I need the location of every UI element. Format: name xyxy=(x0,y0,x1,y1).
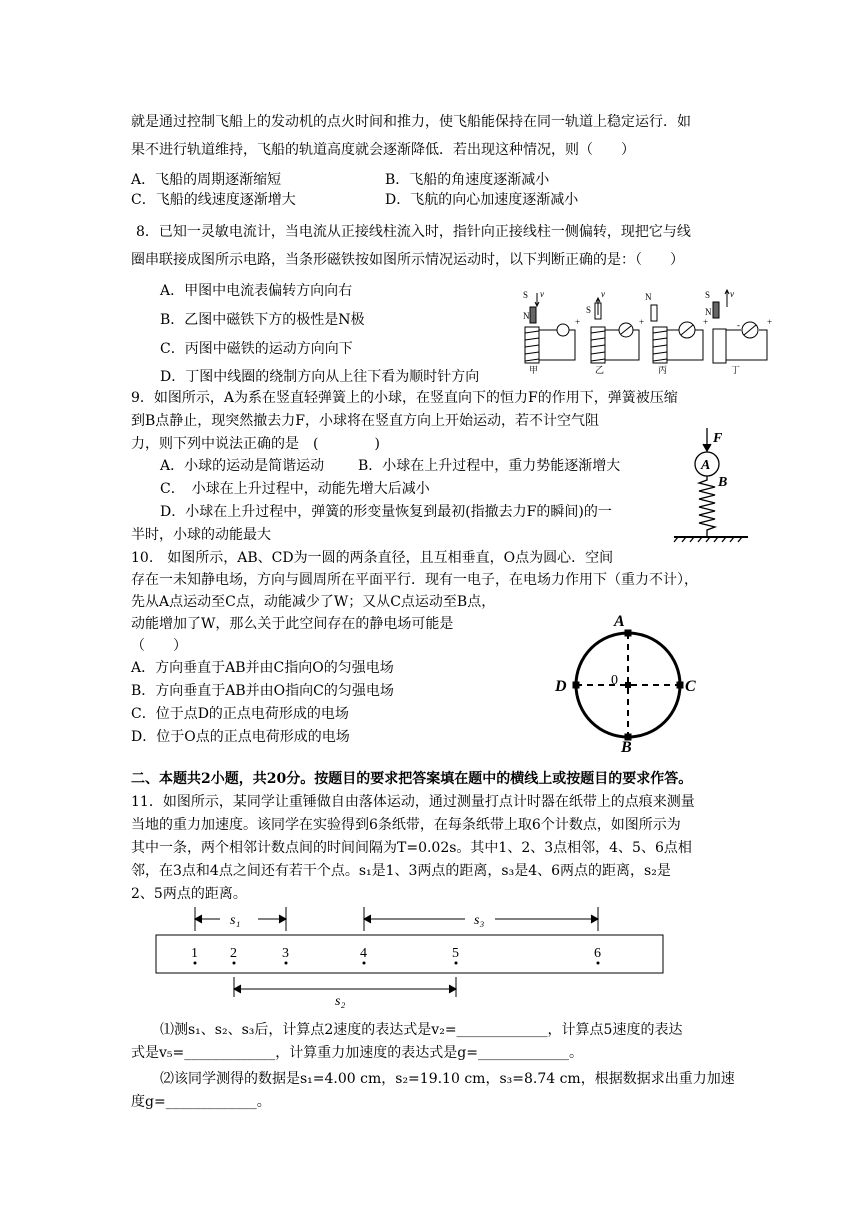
q8-text-line1: 8．已知一灵敏电流计，当电流从正接线柱流入时，指针向正接线柱一侧偏转，现把它与线 xyxy=(136,224,691,240)
q10-option-c: C．位于点D的正点电荷形成的电场 xyxy=(131,706,349,722)
q9-figure-spring xyxy=(670,420,750,545)
q7-option-a: A．飞船的周期逐渐缩短 xyxy=(131,172,282,188)
svg-text:v: v xyxy=(730,289,734,299)
q8-fig-pole-n: N xyxy=(523,311,530,321)
circuit-jia xyxy=(525,293,575,363)
q10-fig-label-c: C xyxy=(685,678,696,695)
svg-text:+: + xyxy=(639,317,645,327)
q9-text-line1: 9．如图所示，A为系在竖直轻弹簧上的小球，在竖直向下的恒力F的作用下，弹簧被压缩 xyxy=(131,390,678,406)
section2-heading: 二、本题共2小题，共20分。按题目的要求把答案填在题中的横线上或按题目的要求作答。 xyxy=(131,771,693,787)
q10-fig-label-b: B xyxy=(621,739,632,756)
q11-text-line3: 其中一条，两个相邻计数点间的时间间隔为T=0.02s。其中1、2、3点相邻，4、5、6点相 xyxy=(131,840,692,856)
q11-sub1-line2: 式是v₅=_____________，计算重力加速度的表达式是g=_____________。 xyxy=(131,1045,583,1061)
svg-text:S: S xyxy=(705,290,711,300)
q9-option-b: B．小球在上升过程中，重力势能逐渐增大 xyxy=(358,458,621,474)
q9-text-line3: 力，则下列中说法正确的是 ( ) xyxy=(131,436,380,452)
q8-fig-label-yi: 乙 xyxy=(595,365,605,375)
svg-text:N: N xyxy=(645,292,652,302)
q9-option-d-line2: 半时，小球的动能最大 xyxy=(131,527,271,543)
tape-point-6: 6 xyxy=(594,946,601,961)
q9-fig-label-b: B xyxy=(718,475,728,490)
q7-text-line2: 果不进行轨道维持，飞船的轨道高度就会逐渐降低．若出现这种情况，则（ ） xyxy=(131,142,635,158)
q11-sub2-line1: ⑵该同学测得的数据是s₁=4.00 cm，s₂=19.10 cm，s₃=8.74 cm，根据数据求出重力加速 xyxy=(160,1071,735,1087)
circuit-yi xyxy=(591,298,639,363)
q9-fig-label-f: F xyxy=(713,431,723,446)
q7-option-d: D．飞航的向心加速度逐渐减小 xyxy=(385,192,579,208)
q10-text-line4: 动能增加了W，那么关于此空间存在的静电场可能是 xyxy=(131,616,454,632)
q10-option-b: B．方向垂直于AB并由O指向C的匀强电场 xyxy=(131,683,394,699)
q11-sub2-line2: 度g=_____________。 xyxy=(131,1094,271,1110)
q11-text-line2: 当地的重力加速度。该同学在实验得到6条纸带，在每条纸带上取6个计数点，如图所示为 xyxy=(131,817,681,833)
svg-text:N: N xyxy=(705,307,712,317)
q10-option-d: D．位于O点的正点电荷形成的电场 xyxy=(131,729,350,745)
q11-text-line4: 邻，在3点和4点之间还有若干个点。s₁是1、3两点的距离，s₃是4、6两点的距离，s₂是 xyxy=(131,863,671,879)
tape-label-s3: s₃ xyxy=(474,913,485,928)
q10-text-line1: 10. 如图所示，AB、CD为一圆的两条直径，且互相垂直，O点为圆心．空间 xyxy=(131,550,614,566)
circuit-bing xyxy=(651,305,703,363)
q8-fig-label-ding: 丁 xyxy=(731,365,741,375)
q8-figure-circuits xyxy=(515,285,777,375)
q10-option-a: A．方向垂直于AB并由C指向O的匀强电场 xyxy=(131,660,394,676)
q10-text-line5: （ ） xyxy=(131,638,187,654)
q10-fig-label-d: D xyxy=(555,678,567,695)
q11-text-line5: 2、5两点的距离。 xyxy=(131,886,247,902)
tape-label-s2: s₂ xyxy=(335,994,346,1009)
q7-option-c: C．飞船的线速度逐渐增大 xyxy=(131,192,296,208)
q9-option-d-line1: D．小球在上升过程中，弹簧的形变量恢复到最初(指撤去力F的瞬间)的一 xyxy=(160,504,612,520)
q10-figure-circle xyxy=(555,612,705,756)
q8-option-d: D．丁图中线圈的绕制方向从上往下看为顺时针方向 xyxy=(160,369,480,385)
svg-text:+: + xyxy=(575,317,581,327)
q8-text-line2: 圈串联接成图所示电路，当条形磁铁按如图所示情况运动时，以下判断正确的是：（ ） xyxy=(131,252,684,268)
svg-text:S: S xyxy=(586,305,592,315)
tape-label-s1: s₁ xyxy=(230,913,241,928)
circuit-ding xyxy=(713,290,767,363)
q8-option-a: A．甲图中电流表偏转方向向右 xyxy=(160,283,353,299)
q8-fig-label-bing: 丙 xyxy=(658,365,668,375)
q7-option-b: B．飞船的角速度逐渐减小 xyxy=(385,172,550,188)
svg-text:v: v xyxy=(540,289,544,299)
q10-text-line3: 先从A点运动至C点，动能减少了W；又从C点运动至B点， xyxy=(131,594,496,610)
tape-point-4: 4 xyxy=(360,946,367,961)
q9-text-line2: 到B点静止，现突然撤去力F，小球将在竖直方向上开始运动，若不计空气阻 xyxy=(131,413,599,429)
tape-point-1: 1 xyxy=(191,946,198,961)
svg-text:+: + xyxy=(767,317,773,327)
tape-point-2: 2 xyxy=(230,946,237,961)
q10-fig-label-o: 0 xyxy=(611,673,618,688)
q8-fig-pole-s: S xyxy=(523,290,529,300)
q7-text-line1: 就是通过控制飞船上的发动机的点火时间和推力，使飞船能保持在同一轨道上稳定运行．如 xyxy=(131,114,691,130)
q9-option-a: A．小球的运动是简谐运动 xyxy=(160,458,325,474)
q11-sub1-line1: ⑴测s₁、s₂、s₃后，计算点2速度的表达式是v₂=_____________，计算点5速度的表达 xyxy=(160,1022,683,1038)
tape-point-3: 3 xyxy=(282,946,289,961)
q10-fig-label-a: A xyxy=(614,613,625,630)
q11-text-line1: 11．如图所示，某同学让重锤做自由落体运动，通过测量打点计时器在纸带上的点痕来测量 xyxy=(131,794,695,810)
q11-figure-tape xyxy=(150,905,670,1007)
tape-point-5: 5 xyxy=(452,946,459,961)
q9-fig-label-a: A xyxy=(701,458,711,473)
svg-text:v: v xyxy=(601,289,605,299)
q10-text-line2: 存在一未知静电场，方向与圆周所在平面平行．现有一电子，在电场力作用下（重力不计）， xyxy=(131,572,698,588)
q8-option-c: C．丙图中磁铁的运动方向向下 xyxy=(160,341,353,357)
q9-option-c: C． 小球在上升过程中，动能先增大后减小 xyxy=(160,481,430,497)
q8-fig-label-jia: 甲 xyxy=(529,365,539,375)
q8-option-b: B．乙图中磁铁下方的极性是N极 xyxy=(160,312,365,328)
svg-text:-: - xyxy=(737,320,740,330)
svg-text:+: + xyxy=(703,317,709,327)
